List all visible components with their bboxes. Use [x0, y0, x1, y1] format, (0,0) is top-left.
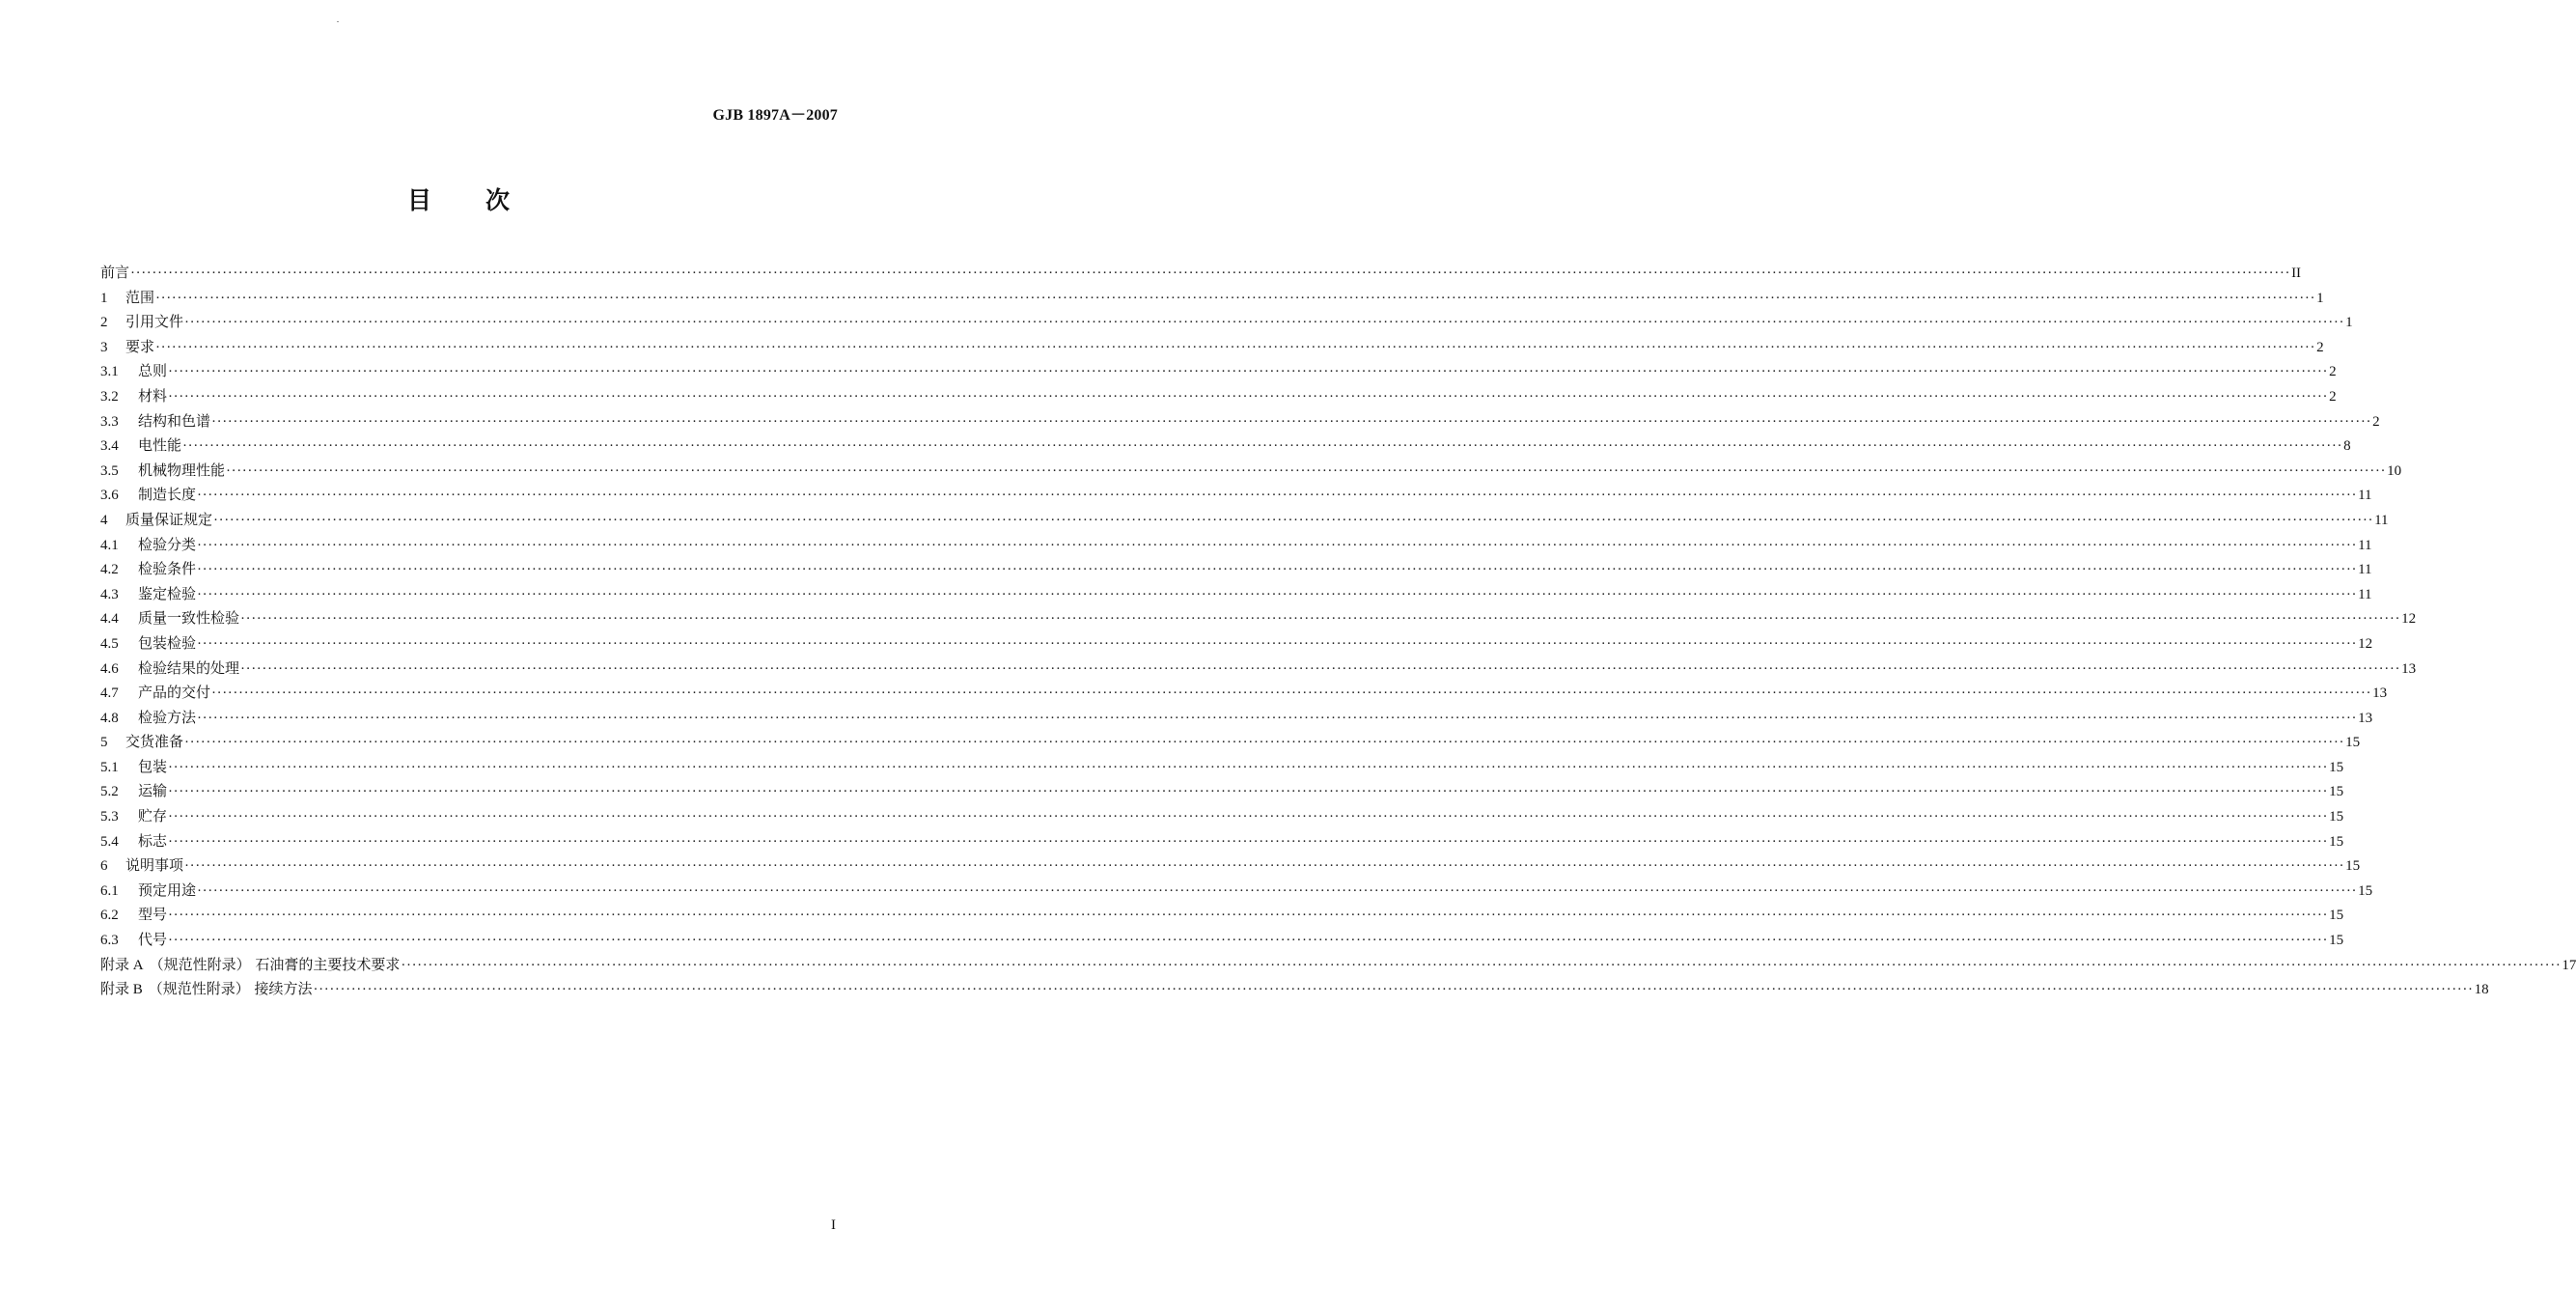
toc-entry[interactable] [100, 779, 2344, 804]
toc-entry-page: 15 [2329, 908, 2344, 924]
toc-entry-label: 检验方法 [138, 708, 197, 726]
toc-dot-leader: ················································································································································································································································································································································································································ [197, 562, 2358, 578]
toc-entry-label: 代号 [138, 931, 168, 949]
toc-entry-page: 15 [2329, 759, 2344, 775]
toc-entry-page: 2 [2372, 413, 2380, 430]
table-of-contents [100, 261, 2576, 1002]
toc-entry-label: 结构和色谱 [138, 411, 211, 430]
toc-entry-page: 2 [2329, 364, 2337, 380]
toc-entry-number: 6.2 [100, 908, 119, 924]
toc-entry-number: 附录 B [100, 982, 143, 998]
toc-entry-page: 12 [2358, 635, 2373, 652]
toc-entry-page: 15 [2345, 858, 2361, 875]
toc-entry[interactable] [100, 606, 2417, 631]
toc-dot-leader: ················································································································································································································································································································································································································ [197, 635, 2358, 652]
toc-entry-label: 交货准备 [125, 733, 184, 751]
toc-entry[interactable] [100, 928, 2344, 953]
toc-entry-label: 要求 [125, 337, 155, 355]
toc-entry-number: 5 [100, 735, 108, 751]
toc-entry[interactable] [100, 953, 2576, 978]
toc-entry-number: 4.4 [100, 611, 119, 628]
toc-entry[interactable] [100, 261, 2302, 286]
toc-entry-number: 4.6 [100, 660, 119, 677]
toc-entry-number: 4.1 [100, 537, 119, 553]
toc-entry[interactable] [100, 657, 2417, 682]
toc-entry[interactable] [100, 335, 2324, 360]
toc-entry-label: （规范性附录） 接续方法 [148, 980, 313, 998]
toc-entry-label: 前言 [100, 264, 130, 281]
toc-entry-page: 18 [2474, 982, 2489, 998]
toc-entry-page: 15 [2329, 933, 2344, 949]
toc-entry[interactable] [100, 483, 2372, 508]
toc-entry-label: 检验结果的处理 [138, 658, 240, 677]
toc-entry-number: 5.4 [100, 833, 119, 850]
toc-entry-label: 材料 [138, 386, 168, 405]
toc-entry-label: 检验条件 [138, 560, 197, 578]
toc-dot-leader: ················································································································································································································································································································································································································ [168, 364, 2329, 380]
toc-entry-number: 附录 A [100, 957, 144, 973]
toc-dot-leader: ················································································································································································································································································································································································································ [197, 488, 2358, 504]
toc-entry-page: 15 [2329, 833, 2344, 850]
toc-entry-page: II [2291, 266, 2302, 281]
toc-dot-leader: ················································································································································································································································································································································································································ [226, 462, 2387, 479]
title-char-1: 目 [406, 186, 431, 214]
toc-entry[interactable] [100, 755, 2344, 780]
toc-entry-number: 3.4 [100, 438, 119, 455]
toc-dot-leader: ················································································································································································································································································································································································································ [184, 858, 2345, 875]
toc-entry[interactable] [100, 433, 2351, 459]
toc-entry-page: 8 [2343, 438, 2351, 455]
toc-entry-label: 说明事项 [125, 856, 184, 875]
toc-dot-leader: ················································································································································································································································································································································································································ [211, 685, 2372, 702]
title-char-2: 次 [485, 186, 511, 214]
toc-entry-page: 10 [2387, 462, 2402, 479]
toc-entry[interactable] [100, 879, 2373, 904]
toc-entry-label: 引用文件 [125, 313, 184, 331]
toc-entry-number: 6.3 [100, 933, 119, 949]
toc-entry-number: 3.5 [100, 462, 119, 479]
toc-entry-label: 预定用途 [138, 881, 197, 899]
toc-entry-number: 6 [100, 858, 108, 875]
toc-entry-number: 3.6 [100, 488, 119, 504]
toc-entry-label: 电性能 [138, 436, 182, 455]
toc-entry[interactable] [100, 582, 2372, 607]
toc-entry-label: 型号 [138, 906, 168, 924]
toc-dot-leader: ················································································································································································································································································································································································································ [168, 784, 2329, 800]
toc-entry[interactable] [100, 359, 2337, 384]
toc-dot-leader: ················································································································································································································································································································································································································ [155, 290, 2316, 306]
toc-entry-number: 4.5 [100, 635, 119, 652]
toc-dot-leader: ················································································································································································································································································································································································································ [168, 833, 2329, 850]
toc-entry-page: 12 [2401, 611, 2417, 628]
toc-entry-number: 2 [100, 315, 108, 331]
toc-entry-page: 11 [2358, 488, 2372, 504]
toc-dot-leader: ················································································································································································································································································································································································································ [168, 908, 2329, 924]
toc-dot-leader: ················································································································································································································································································································································································································ [130, 266, 2291, 281]
toc-entry-page: 11 [2358, 537, 2372, 553]
toc-entry-page: 2 [2316, 339, 2324, 355]
toc-entry-page: 17 [2562, 957, 2576, 973]
toc-entry-number: 4.8 [100, 710, 119, 726]
toc-entry[interactable] [100, 631, 2373, 657]
toc-entry-page: 13 [2358, 710, 2373, 726]
toc-entry-label: （规范性附录） 石油膏的主要技术要求 [149, 955, 401, 973]
toc-dot-leader: ················································································································································································································································································································································································································ [168, 933, 2329, 949]
toc-entry-number: 4.2 [100, 562, 119, 578]
toc-dot-leader: ················································································································································································································································································································································································································ [184, 315, 2345, 331]
page-title [0, 182, 917, 216]
toc-entry-number: 3.2 [100, 388, 119, 405]
toc-entry-label: 质量一致性检验 [138, 609, 240, 628]
toc-entry-label: 机械物理性能 [138, 461, 226, 479]
toc-entry-number: 3.3 [100, 413, 119, 430]
toc-entry-label: 包装 [138, 757, 168, 775]
toc-dot-leader: ················································································································································································································································································································································································································ [168, 388, 2329, 405]
toc-entry-number: 1 [100, 290, 108, 306]
toc-entry-page: 15 [2329, 809, 2344, 825]
toc-entry-number: 6.1 [100, 882, 119, 899]
toc-entry-label: 总则 [138, 362, 168, 380]
toc-entry-label: 鉴定检验 [138, 584, 197, 602]
toc-entry-page: 11 [2374, 512, 2389, 528]
toc-entry-page: 1 [2316, 290, 2324, 306]
toc-entry-number: 3.1 [100, 364, 119, 380]
toc-entry-number: 3 [100, 339, 108, 355]
toc-dot-leader: ················································································································································································································································································································································································································ [240, 660, 2401, 677]
toc-entry-label: 包装检验 [138, 633, 197, 652]
toc-dot-leader: ················································································································································································································································································································································································································ [213, 512, 2374, 528]
toc-entry[interactable] [100, 409, 2380, 434]
toc-entry[interactable] [100, 977, 2489, 1002]
toc-dot-leader: ················································································································································································································································································································································································································ [184, 735, 2345, 751]
toc-entry-page: 15 [2358, 882, 2373, 899]
toc-dot-leader: ················································································································································································································································································································································································································ [182, 438, 2343, 455]
toc-entry-label: 产品的交付 [138, 684, 211, 702]
toc-dot-leader: ················································································································································································································································································································································································································ [197, 537, 2358, 553]
toc-dot-leader: ················································································································································································································································································································································································································ [197, 710, 2358, 726]
toc-dot-leader: ················································································································································································································································································································································································································ [211, 413, 2372, 430]
toc-entry-page: 13 [2401, 660, 2417, 677]
toc-dot-leader: ················································································································································································································································································································································································································ [168, 809, 2329, 825]
toc-entry-number: 5.2 [100, 784, 119, 800]
toc-entry-label: 质量保证规定 [125, 510, 213, 528]
toc-entry[interactable] [100, 730, 2361, 755]
toc-entry-page: 15 [2345, 735, 2361, 751]
toc-entry-number: 4.7 [100, 685, 119, 702]
toc-entry[interactable] [100, 853, 2361, 879]
toc-entry-page: 15 [2329, 784, 2344, 800]
page-number: I [831, 1217, 836, 1233]
toc-dot-leader: ················································································································································································································································································································································································································ [313, 982, 2474, 998]
toc-entry[interactable] [100, 286, 2324, 311]
toc-dot-leader: ················································································································································································································································································································································································································ [168, 759, 2329, 775]
toc-entry-number: 4.3 [100, 586, 119, 602]
toc-dot-leader: ················································································································································································································································································································································································································ [240, 611, 2401, 628]
toc-entry[interactable] [100, 310, 2353, 335]
document-code: GJB 1897A－2007 [712, 107, 838, 124]
toc-entry-page: 13 [2372, 685, 2388, 702]
toc-entry-page: 1 [2345, 315, 2353, 331]
toc-entry-label: 运输 [138, 782, 168, 800]
toc-entry[interactable] [100, 903, 2344, 928]
toc-entry[interactable] [100, 508, 2389, 533]
toc-dot-leader: ················································································································································································································································································································································································································ [197, 586, 2358, 602]
toc-entry-page: 11 [2358, 586, 2372, 602]
toc-entry[interactable] [100, 829, 2344, 854]
toc-entry-page: 11 [2358, 562, 2372, 578]
toc-entry[interactable] [100, 384, 2337, 409]
toc-entry[interactable] [100, 681, 2388, 706]
toc-entry[interactable] [100, 533, 2372, 558]
toc-dot-leader: ················································································································································································································································································································································································································ [401, 957, 2562, 973]
toc-entry-label: 制造长度 [138, 486, 197, 504]
toc-entry-label: 贮存 [138, 807, 168, 825]
toc-dot-leader: ················································································································································································································································································································································································································ [155, 339, 2316, 355]
toc-entry[interactable] [100, 804, 2344, 829]
toc-entry-label: 范围 [125, 288, 155, 306]
scan-speck [337, 21, 339, 22]
toc-entry-number: 5.3 [100, 809, 119, 825]
toc-entry-page: 2 [2329, 388, 2337, 405]
toc-entry-number: 4 [100, 512, 108, 528]
toc-entry[interactable] [100, 459, 2402, 484]
toc-entry[interactable] [100, 557, 2372, 582]
toc-entry-label: 标志 [138, 831, 168, 850]
toc-dot-leader: ················································································································································································································································································································································································································ [197, 882, 2358, 899]
toc-entry-label: 检验分类 [138, 535, 197, 553]
toc-entry-number: 5.1 [100, 759, 119, 775]
toc-entry[interactable] [100, 706, 2373, 731]
